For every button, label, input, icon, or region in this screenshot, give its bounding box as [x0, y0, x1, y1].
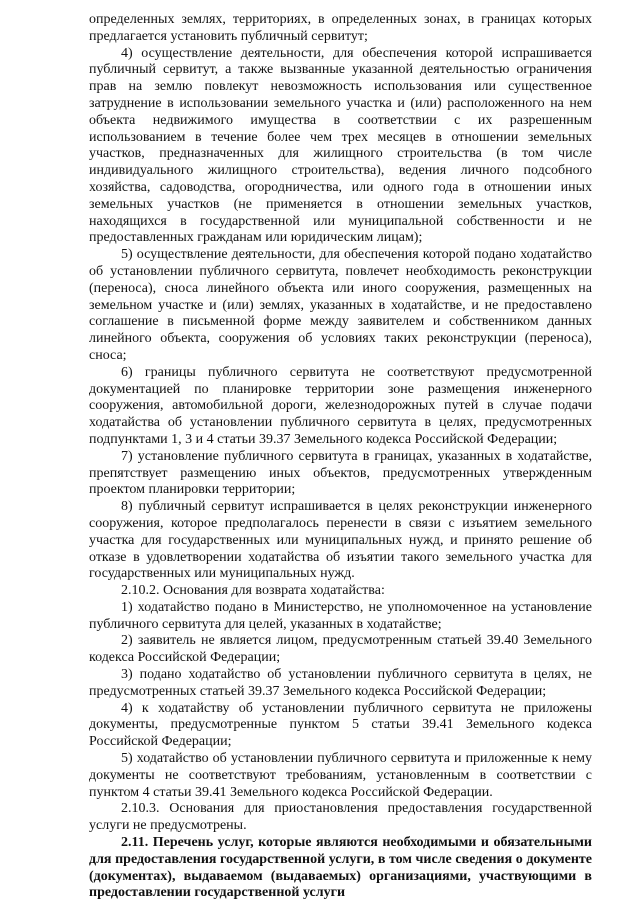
paragraph-criteria-5: 5) осуществление деятельности, для обеспечения которой подано ходатайство об установлении публичного сервитута, повлечет необходимость реконструкции (переноса), сноса линейного объекта или иного сооружения, размещенных на земельном участке и (или) землях, указанных в ходатайстве, и не предоставлено соглашение в письменной форме между заявителем и собственником данных линейного объекта, сооружения об условиях таких реконструкции (переноса), сноса; [89, 247, 592, 363]
paragraph-criteria-4: 4) осуществление деятельности, для обеспечения которой испрашивается публичный сервитут, а также вызванные указанной деятельностью ограничения прав на землю повлекут невозможность использования или существенное затруднение в использовании земельного участка и (или) расположенного на нем объекта недвижимого имущества в соответствии с их разрешенным использованием в течение более чем трех месяцев в отношении земельных участков, предназначенных для жилищного строительства (в том числе индивидуального жилищного строительства), ведения личного подсобного хозяйства, садоводства, огородничества, или одного года в отношении иных земельных участков (не применяется в отношении земельных участков, находящихся в государственной или муниципальной собственности и не предоставленных гражданам или юридическим лицам); [89, 45, 592, 246]
paragraph-criteria-3-tail: определенных землях, территориях, в определенных зонах, в границах которых предлагается установить публичный сервитут; [89, 12, 592, 44]
paragraph-return-5: 5) ходатайство об установлении публичного сервитута и приложенные к нему документы не соответствуют требованиям, установленным в соответствии с пунктом 4 статьи 39.41 Земельного кодекса Российской Федерации. [89, 751, 592, 800]
section-heading-2-10-2: 2.10.2. Основания для возврата ходатайства: [121, 583, 385, 599]
paragraph-return-3: 3) подано ходатайство об установлении публичного сервитута в целях, не предусмотренных статьей 39.37 Земельного кодекса Российской Федерации; [89, 667, 592, 699]
section-paragraph-2-10-3: 2.10.3. Основания для приостановления предоставления государственной услуги не предусмотрены. [89, 801, 592, 834]
document-body [89, 12, 592, 902]
section-heading-2-11: 2.11. Перечень услуг, которые являются необходимыми и обязательными для предоставления государственной услуги, в том числе сведения о документе (документах), выдаваемом (выдаваемых) организациями, участвующими в предоставлении государственной услуги [89, 835, 592, 901]
paragraph-criteria-8: 8) публичный сервитут испрашивается в целях реконструкции инженерного сооружения, которое предполагалось перенести в связи с изъятием земельного участка для государственных или муниципальных нужд, и принято решение об отказе в удовлетворении ходатайства об изъятии такого земельного участка для государственных или муниципальных нужд. [89, 499, 592, 582]
paragraph-return-2: 2) заявитель не является лицом, предусмотренным статьей 39.40 Земельного кодекса Российской Федерации; [89, 633, 592, 666]
paragraph-return-1: 1) ходатайство подано в Министерство, не уполномоченное на установление публичного сервитута для целей, указанных в ходатайстве; [89, 599, 592, 632]
paragraph-criteria-6: 6) границы публичного сервитута не соответствуют предусмотренной документацией по планировке территории зоне размещения инженерного сооружения, автомобильной дороги, железнодорожных путей в случае подачи ходатайства об установлении публичного сервитута в целях, предусмотренных подпунктами 1, 3 и 4 статьи 39.37 Земельного кодекса Российской Федерации; [89, 364, 592, 447]
paragraph-criteria-7: 7) установление публичного сервитута в границах, указанных в ходатайстве, препятствует размещению иных объектов, предусмотренных утвержденным проектом планировки территории; [89, 448, 592, 498]
paragraph-return-4: 4) к ходатайству об установлении публичного сервитута не приложены документы, предусмотренные пунктом 5 статьи 39.41 Земельного кодекса Российской Федерации; [89, 700, 592, 750]
